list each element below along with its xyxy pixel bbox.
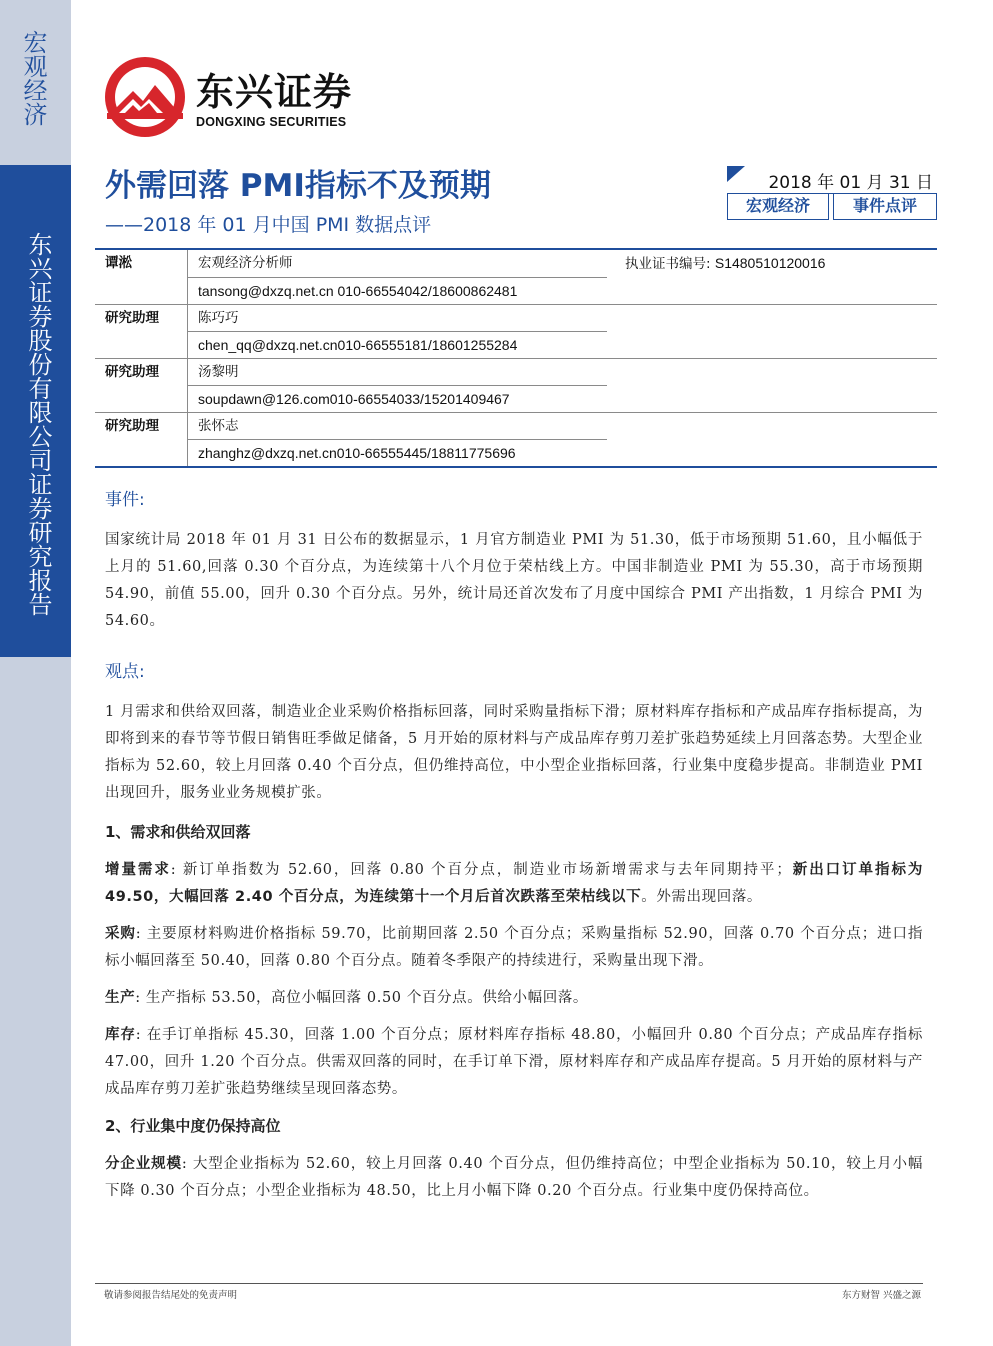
analyst-contact: tansong@dxzq.net.cn 010-66554042/18600862481 <box>187 277 607 304</box>
footer-disclaimer: 敬请参阅报告结尾处的免责声明 <box>104 1290 238 1301</box>
sidebar-bottom-band <box>0 657 71 1346</box>
purchase-paragraph <box>105 921 923 975</box>
event-paragraph: 国家统计局 2018 年 01 月 31 日公布的数据显示，1 月官方制造业 PMI 为 51.30，低于市场预期 51.60，且小幅低于上月的 51.60,回落 0.30 个百分点，为连续第十八个月位于荣枯线上方。中国非制造业 PMI 为 55.30，高于市场预期 54.90，前值 55.00，回升 0.30 个百分点。另外，统计局还首次发布了月度中国综合 PMI 产出指数，1 月综合 PMI 为 54.60。 <box>105 532 923 629</box>
section-heading: 1、需求和供给双回落 <box>105 823 251 841</box>
cert-number: S1480510120016 <box>714 255 826 271</box>
purchase-text: : 主要原材料购进价格指标 59.70，比前期回落 2.50 个百分点；采购量指标 52.90，回落 0.70 个百分点；进口指标小幅回落至 50.40，回落 0.80 个百分点。随着冬季限产的持续进行，采购量出现下滑。 <box>105 926 924 969</box>
event-heading: 事件: <box>105 490 145 510</box>
cert-label: 执业证书编号: <box>625 256 711 272</box>
analyst-row <box>95 304 937 331</box>
report-subtitle: ——2018 年 01 月中国 PMI 数据点评 <box>105 214 432 236</box>
sidebar-top-band <box>0 0 71 165</box>
demand-label: 增量需求 <box>105 862 171 878</box>
company-logo-icon <box>103 55 187 139</box>
report-date: 2018 年 01 月 31 日 <box>768 173 933 193</box>
analyst-cert <box>625 250 825 278</box>
analyst-title: 研究助理 <box>105 364 159 380</box>
company-name-cn: 东兴证券 <box>196 70 353 114</box>
production-paragraph <box>105 985 923 1012</box>
footer-slogan: 东方财智 兴盛之源 <box>841 1290 921 1301</box>
scale-label: 分企业规模 <box>105 1156 182 1172</box>
analyst-contact: soupdawn@126.com010-66554033/15201409467 <box>187 385 607 412</box>
report-title: 外需回落 PMI指标不及预期 <box>105 168 491 204</box>
analyst-row <box>95 358 937 385</box>
corner-triangle-icon <box>727 166 745 182</box>
report-type-tag: 事件点评 <box>833 194 937 220</box>
analyst-row <box>95 250 937 277</box>
demand-highlight: 新出口订单指标为 49.50，大幅回落 2.40 个百分点，为连续第十一个月后首次跌落至荣枯线以下 <box>105 862 923 905</box>
analyst-contact-row <box>95 385 937 412</box>
scale-text: : 大型企业指标为 52.60，较上月回落 0.40 个百分点，但仍维持高位；中型企业指标为 50.10，较上月小幅下降 0.30 个百分点；小型企业指标为 48.50，比上月小幅下降 0.20 个百分点。行业集中度仍保持高位。 <box>105 1156 923 1199</box>
analyst-contact-row <box>95 439 937 466</box>
category-tag: 宏观经济 <box>727 194 829 220</box>
inventory-paragraph <box>105 1022 923 1103</box>
purchase-label: 采购 <box>105 926 136 942</box>
demand-text: : 新订单指数为 52.60，回落 0.80 个百分点，制造业市场新增需求与去年同期持平； <box>170 862 792 878</box>
footer-divider <box>95 1283 923 1284</box>
analyst-contact: chen_qq@dxzq.net.cn010-66555181/18601255284 <box>187 331 607 358</box>
analyst-title: 研究助理 <box>105 418 159 434</box>
analyst-contact-row <box>95 277 937 304</box>
demand-paragraph <box>105 857 923 911</box>
scale-paragraph <box>105 1151 923 1205</box>
analyst-contact: zhanghz@dxzq.net.cn010-66555445/18811775696 <box>187 439 607 466</box>
analyst-name: 汤黎明 <box>187 359 607 385</box>
view-heading: 观点: <box>105 662 145 682</box>
inventory-text: : 在手订单指标 45.30，回落 1.00 个百分点；原材料库存指标 48.80，小幅回升 0.80 个百分点；产成品库存指标 47.00，回升 1.20 个百分点。供需双回落的同时，在手订单下滑，原材料库存和产成品库存提高。5 月开始的原材料与产成品库存剪刀差扩张趋势继续呈现回落态势。 <box>105 1027 924 1097</box>
analyst-name: 谭淞 <box>105 255 132 271</box>
analyst-title: 研究助理 <box>105 310 159 326</box>
analyst-name: 陈巧巧 <box>187 305 607 331</box>
report-meta-box <box>727 166 937 220</box>
inventory-label: 库存 <box>105 1027 136 1043</box>
view-paragraph: 1 月需求和供给双回落，制造业企业采购价格指标回落，同时采购量指标下滑；原材料库存指标和产成品库存指标提高，为即将到来的春节等节假日销售旺季做足储备，5 月开始的原材料与产成品库存剪刀差扩张趋势延续上月回落态势。大型企业指标为 52.60，较上月回落 0.40 个百分点，但仍维持高位，中小型企业指标回落，行业集中度稳步提高。非制造业 PMI 出现回升，服务业业务规模扩张。 <box>105 704 923 801</box>
company-name-en: DONGXING SECURITIES <box>196 115 347 129</box>
demand-tail: 。外需出现回落。 <box>641 889 763 905</box>
analyst-name: 张怀志 <box>187 413 607 439</box>
analyst-role: 宏观经济分析师 <box>187 250 607 277</box>
production-label: 生产 <box>105 990 136 1006</box>
analyst-contact-row <box>95 331 937 358</box>
analyst-row <box>95 412 937 439</box>
report-body <box>105 487 923 1205</box>
section-heading: 2、行业集中度仍保持高位 <box>105 1117 281 1135</box>
analyst-table <box>95 248 937 468</box>
production-text: : 生产指标 53.50，高位小幅回落 0.50 个百分点。供给小幅回落。 <box>135 990 589 1006</box>
sidebar-company-label: 东兴证券股份有限公司证券研究报告 <box>24 232 52 616</box>
sidebar-category-label: 宏观经济 <box>19 30 47 126</box>
